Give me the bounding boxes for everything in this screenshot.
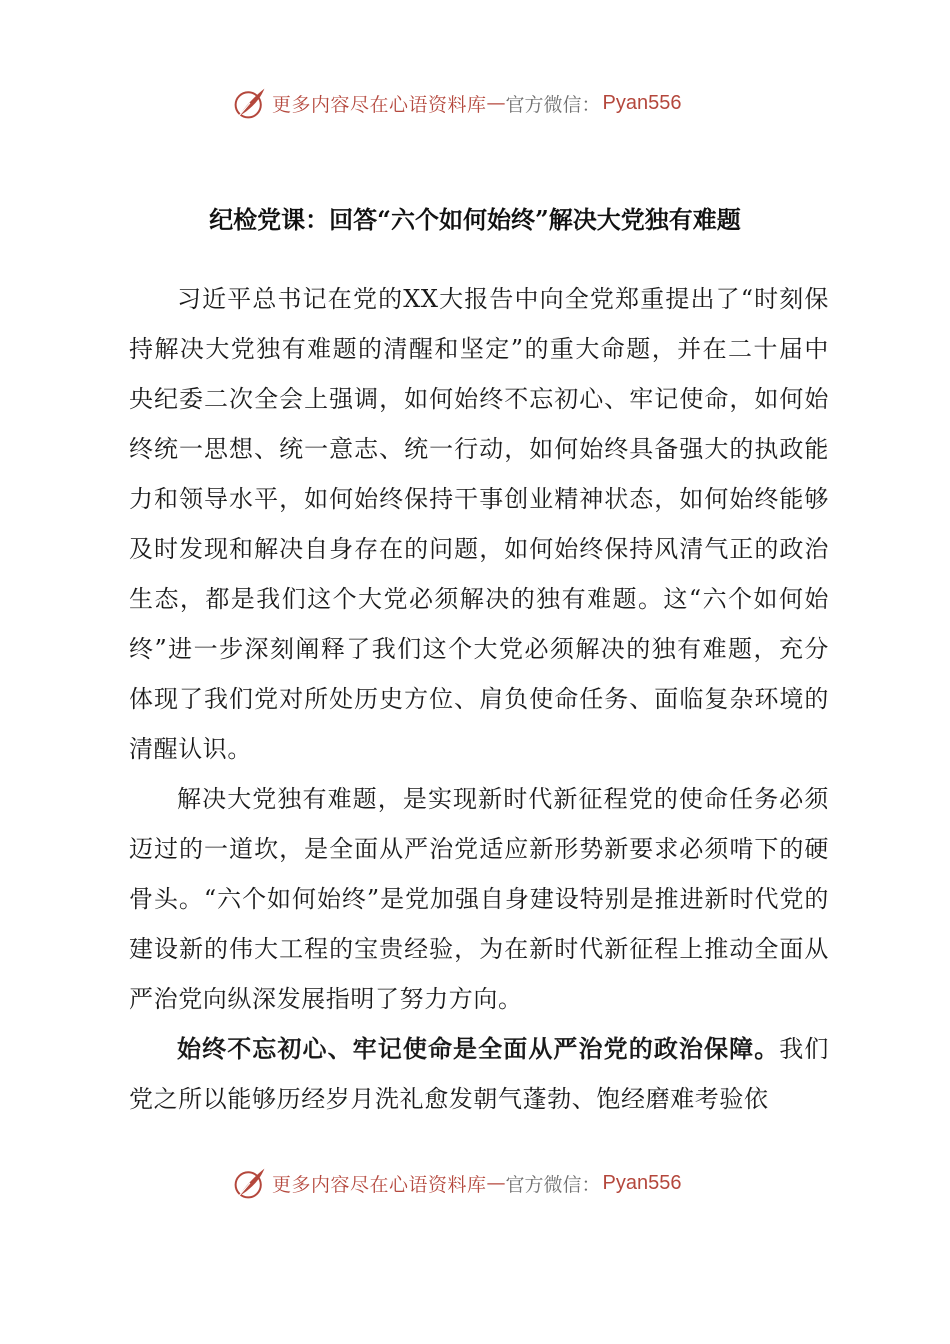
header-banner bbox=[232, 83, 682, 123]
banner-separator: — bbox=[486, 1172, 506, 1194]
paragraph-bold-lead: 始终不忘初心、牢记使命是全面从严治党的政治保障。 bbox=[177, 1034, 780, 1063]
banner-brand-text: 更多内容尽在心语资料库 bbox=[272, 93, 487, 116]
banner-wechat-label: 官方微信： bbox=[505, 1173, 601, 1196]
paragraph-1 bbox=[129, 274, 829, 774]
paragraph-text: 我们党之所以能够历经岁月洗礼愈发朝气蓬勃、饱经磨难考验依 bbox=[129, 1035, 829, 1113]
document-body bbox=[129, 274, 829, 1124]
paragraph-3 bbox=[129, 1024, 829, 1124]
paragraph-text: 习近平总书记在党的XX大报告中向全党郑重提出了“时刻保持解决大党独有难题的清醒和坚定”的重大命题，并在二十届中央纪委二次全会上强调，如何始终不忘初心、牢记使命，如何始终统一思想、统一意志、统一行动，如何始终具备强大的执政能力和领导水平，如何始终保持干事创业精神状态，如何始终能够及时发现和解决自身存在的问题，如何始终保持风清气正的政治生态，都是我们这个大党必须解决的独有难题。这“六个如何始终”进一步深刻阐释了我们这个大党必须解决的独有难题，充分体现了我们党对所处历史方位、肩负使命任务、面临复杂环境的清醒认识。 bbox=[129, 285, 829, 763]
footer-banner bbox=[232, 1163, 682, 1203]
banner-wechat-id: Pyan556 bbox=[602, 1171, 682, 1194]
banner-wechat-id: Pyan556 bbox=[602, 91, 682, 114]
quill-pen-circle-icon bbox=[232, 85, 268, 121]
document-title: 纪检党课：回答“六个如何始终”解决大党独有难题 bbox=[209, 205, 741, 234]
banner-wechat-label: 官方微信： bbox=[505, 93, 601, 116]
quill-pen-circle-icon bbox=[232, 1165, 268, 1201]
banner-separator: — bbox=[486, 92, 506, 114]
paragraph-text: 解决大党独有难题，是实现新时代新征程党的使命任务必须迈过的一道坎，是全面从严治党适应新形势新要求必须啃下的硬骨头。“六个如何始终”是党加强自身建设特别是推进新时代党的建设新的伟大工程的宝贵经验，为在新时代新征程上推动全面从严治党向纵深发展指明了努力方向。 bbox=[129, 785, 829, 1013]
paragraph-2 bbox=[129, 774, 829, 1024]
banner-brand-text: 更多内容尽在心语资料库 bbox=[272, 1173, 487, 1196]
